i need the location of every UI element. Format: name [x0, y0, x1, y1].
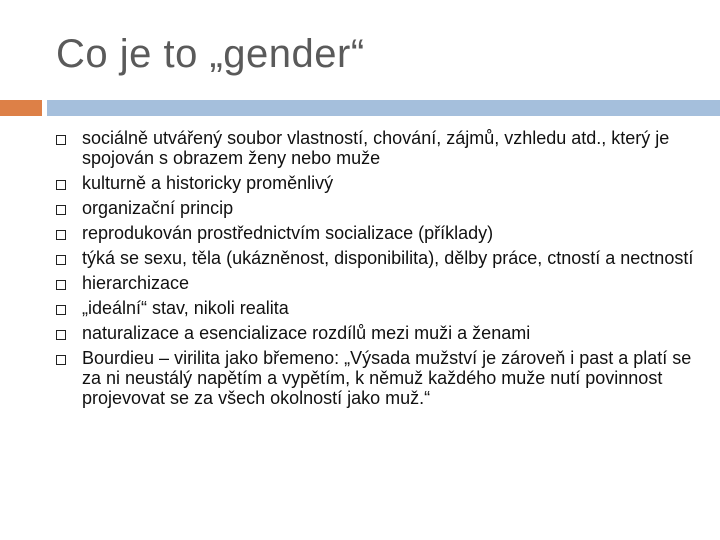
square-bullet-icon [56, 255, 66, 265]
bullet-text: hierarchizace [82, 273, 190, 293]
bullet-item [56, 273, 706, 293]
square-bullet-icon [56, 205, 66, 215]
bullet-item [56, 298, 706, 318]
bullet-item [56, 128, 706, 168]
bullet-list [56, 128, 706, 413]
bullet-item [56, 198, 706, 218]
bullet-text: reprodukován prostřednictvím socializace (příklady) [82, 223, 494, 243]
title-accent-bar [0, 100, 42, 116]
bullet-text: „ideální“ stav, nikoli realita [82, 298, 289, 318]
bullet-item [56, 223, 706, 243]
bullet-item [56, 248, 706, 268]
title-divider-bar [47, 100, 720, 116]
bullet-text: týká se sexu, těla (ukázněnost, disponibilita), dělby práce, ctností a nectností [82, 248, 694, 268]
square-bullet-icon [56, 305, 66, 315]
square-bullet-icon [56, 230, 66, 240]
bullet-item [56, 348, 706, 408]
square-bullet-icon [56, 280, 66, 290]
square-bullet-icon [56, 180, 66, 190]
square-bullet-icon [56, 355, 66, 365]
slide-title: Co je to „gender“ [56, 32, 365, 76]
bullet-text: organizační princip [82, 198, 234, 218]
bullet-text: naturalizace a esencializace rozdílů mezi muži a ženami [82, 323, 531, 343]
bullet-text: kulturně a historicky proměnlivý [82, 173, 334, 193]
square-bullet-icon [56, 135, 66, 145]
bullet-item [56, 323, 706, 343]
bullet-text: Bourdieu – virilita jako břemeno: „Výsada mužství je zároveň i past a platí se za ni neustálý napětím a vypětím, k němuž každého muže nutí povinnost projevovat se za všech okolností jako muž.“ [82, 348, 692, 408]
square-bullet-icon [56, 330, 66, 340]
bullet-item [56, 173, 706, 193]
bullet-text: sociálně utvářený soubor vlastností, chování, zájmů, vzhledu atd., který je spojován s obrazem ženy nebo muže [82, 128, 670, 168]
